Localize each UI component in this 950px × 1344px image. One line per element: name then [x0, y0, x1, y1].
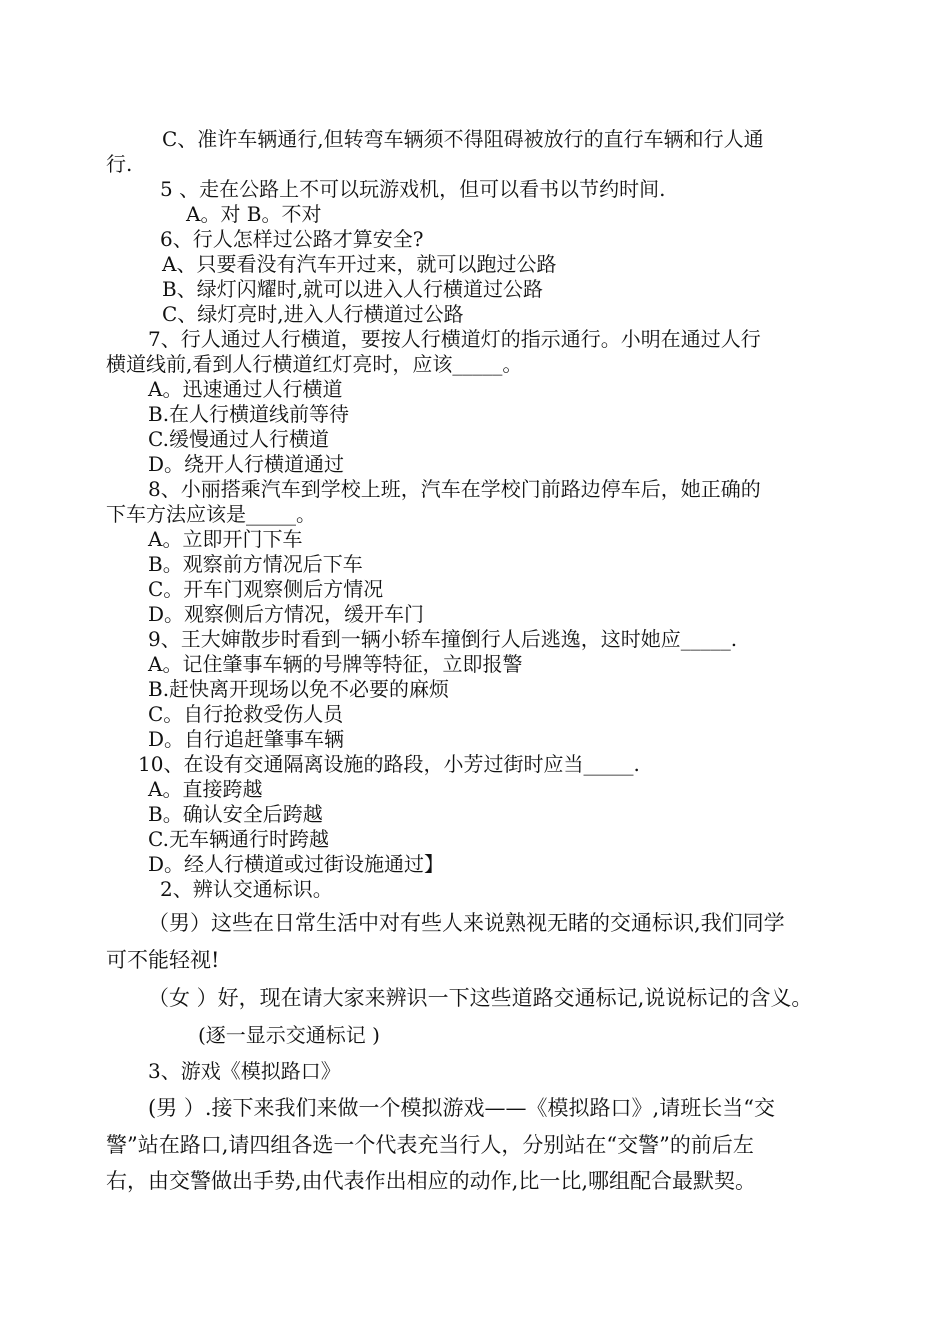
- question-5: 5 、走在公路上不可以玩游戏机，但可以看书以节约时间.: [160, 177, 666, 201]
- option-c-line-2: 行.: [106, 152, 133, 176]
- paragraph-male-2-line-3: 右，由交警做出手势,由代表作出相应的动作,比一比,哪组配合最默契。: [106, 1169, 757, 1193]
- question-9: 9、王大婶散步时看到一辆小轿车撞倒行人后逃逸，这时她应_____.: [148, 627, 738, 651]
- paragraph-female: （女 ）好，现在请大家来辨识一下这些道路交通标记,说说标记的含义。: [148, 986, 813, 1010]
- question-8-line-1: 8、小丽搭乘汽车到学校上班，汽车在学校门前路边停车后，她正确的: [148, 477, 761, 501]
- question-8-option-a: A。立即开门下车: [148, 527, 303, 551]
- question-7-option-d: D。绕开人行横道通过: [148, 452, 345, 476]
- question-9-option-a: A。记住肇事车辆的号牌等特征，立即报警: [148, 652, 523, 676]
- question-10-option-b: B。确认安全后跨越: [148, 802, 323, 826]
- paragraph-male-1-line-2: 可不能轻视!: [106, 948, 220, 972]
- option-c-line-1: C、准许车辆通行,但转弯车辆须不得阻碍被放行的直行车辆和行人通: [162, 127, 764, 151]
- question-9-option-b: B.赶快离开现场以免不必要的麻烦: [148, 677, 450, 701]
- show-signs-note: (逐一显示交通标记 ): [198, 1023, 380, 1047]
- question-5-options: A。对 B。不对: [186, 202, 322, 226]
- question-10-option-c: C.无车辆通行时跨越: [148, 827, 329, 851]
- question-8-line-2: 下车方法应该是_____。: [106, 502, 316, 526]
- question-6-option-b: B、绿灯闪耀时,就可以进入人行横道过公路: [162, 277, 544, 301]
- question-10: 10、在设有交通隔离设施的路段，小芳过街时应当_____.: [138, 752, 640, 776]
- question-6-option-a: A、只要看没有汽车开过来，就可以跑过公路: [162, 252, 557, 276]
- question-7-option-c: C.缓慢通过人行横道: [148, 427, 329, 451]
- question-6-option-c: C、绿灯亮时,进入人行横道过公路: [162, 302, 464, 326]
- question-9-option-c: C。自行抢救受伤人员: [148, 702, 344, 726]
- question-10-option-a: A。直接跨越: [148, 777, 263, 801]
- question-7-option-b: B.在人行横道线前等待: [148, 402, 350, 426]
- question-8-option-b: B。观察前方情况后下车: [148, 552, 363, 576]
- question-7-line-2: 横道线前,看到人行横道红灯亮时，应该_____。: [106, 352, 523, 376]
- question-8-option-d: D。观察侧后方情况，缓开车门: [148, 602, 425, 626]
- paragraph-male-2-line-1: (男 ）.接下来我们来做一个模拟游戏——《模拟路口》,请班长当“交: [148, 1096, 775, 1120]
- question-7-line-1: 7、行人通过人行横道，要按人行横道灯的指示通行。小明在通过人行: [148, 327, 761, 351]
- question-7-option-a: A。迅速通过人行横道: [148, 377, 343, 401]
- paragraph-male-2-line-2: 警”站在路口,请四组各选一个代表充当行人，分别站在“交警”的前后左: [106, 1133, 754, 1157]
- question-6: 6、行人怎样过公路才算安全?: [160, 227, 424, 251]
- paragraph-male-1-line-1: （男）这些在日常生活中对有些人来说熟视无睹的交通标识,我们同学: [148, 911, 785, 935]
- section-3-heading: 3、游戏《模拟路口》: [148, 1059, 341, 1083]
- question-9-option-d: D。自行追赶肇事车辆: [148, 727, 345, 751]
- section-2-heading: 2、辨认交通标识。: [160, 877, 333, 901]
- question-10-option-d: D。经人行横道或过街设施通过】: [148, 852, 445, 876]
- question-8-option-c: C。开车门观察侧后方情况: [148, 577, 384, 601]
